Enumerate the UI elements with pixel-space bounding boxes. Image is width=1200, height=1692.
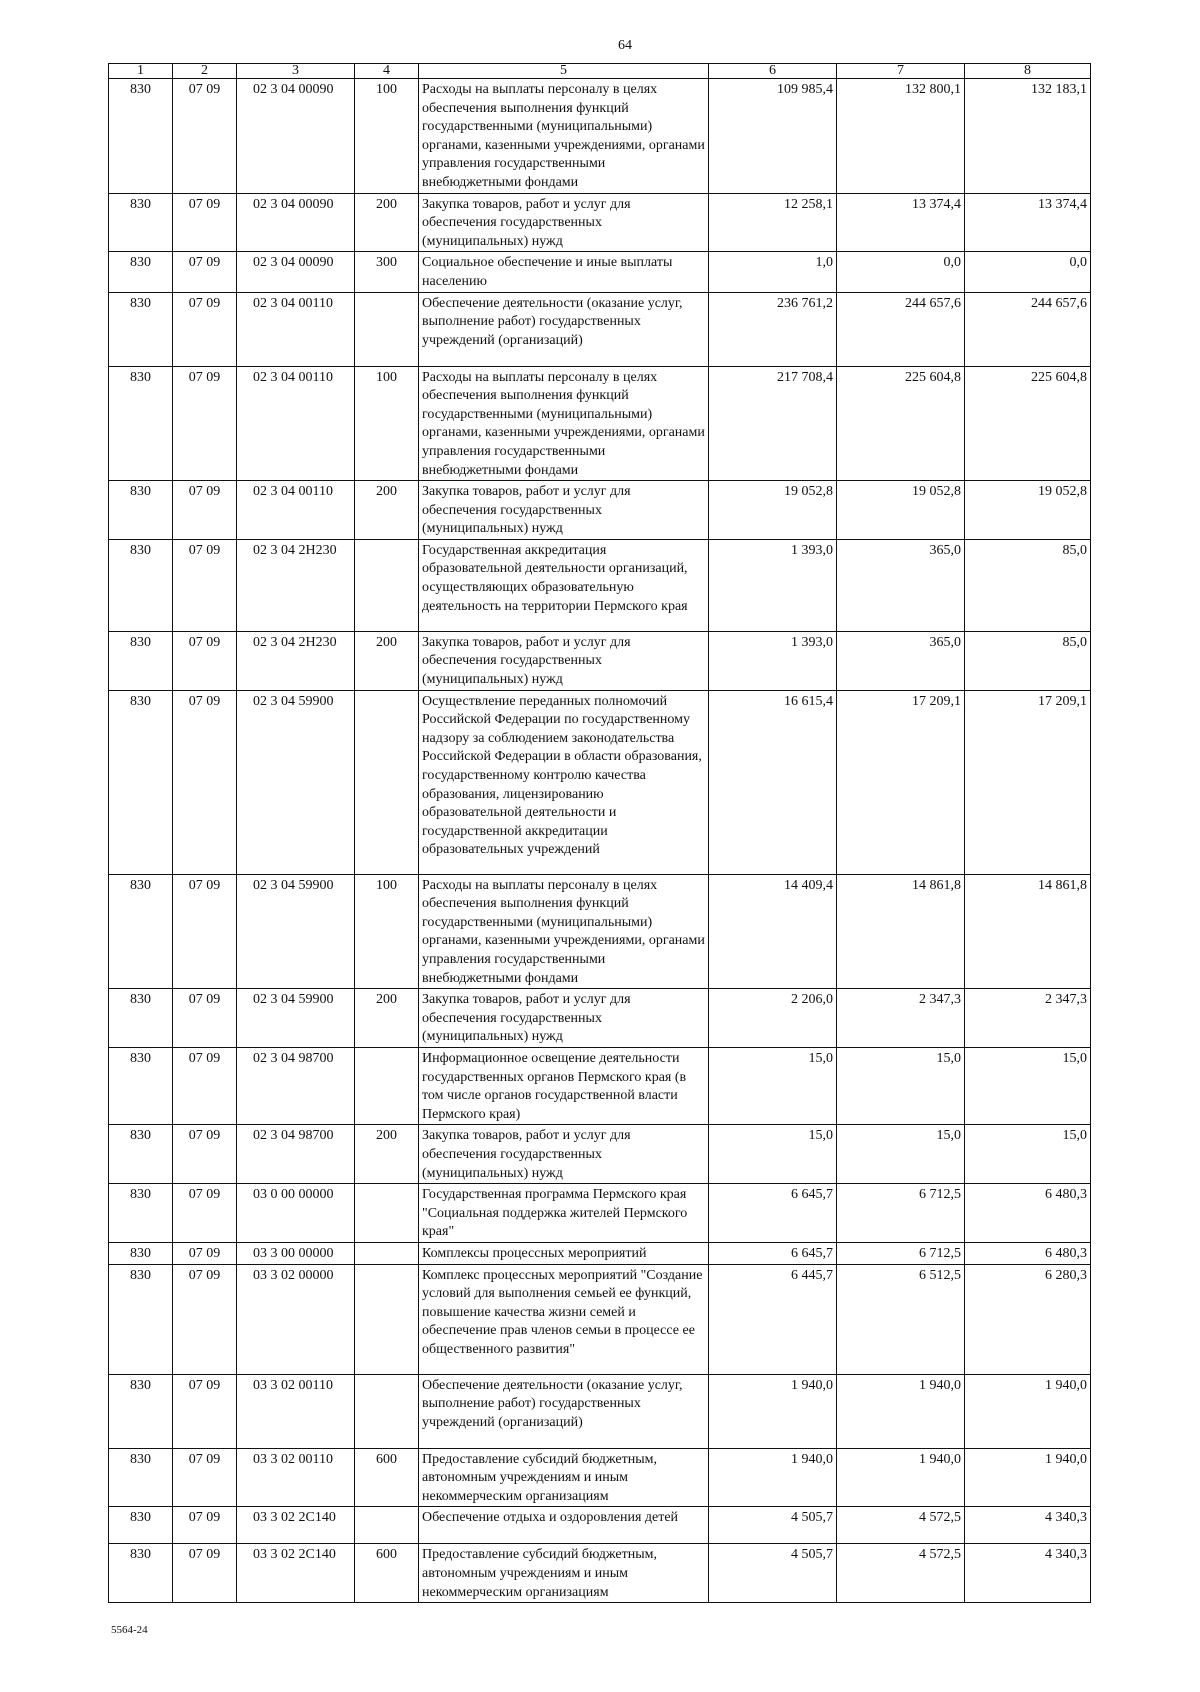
- amount-year2-cell: 4 572,5: [837, 1507, 965, 1544]
- description-cell: Социальное обеспечение и иные выплаты населению: [419, 252, 709, 292]
- amount-year2-cell: 244 657,6: [837, 292, 965, 366]
- description-cell: Государственная программа Пермского края "Социальная поддержка жителей Пермского края": [419, 1184, 709, 1243]
- expense-type-cell: [355, 539, 419, 631]
- description-cell: Обеспечение деятельности (оказание услуг, выполнение работ) государственных учреждений (организаций): [419, 292, 709, 366]
- expense-type-cell: [355, 1264, 419, 1374]
- amount-year2-cell: 132 800,1: [837, 79, 965, 194]
- section-code-cell: 07 09: [173, 539, 237, 631]
- column-header: 8: [965, 64, 1091, 79]
- amount-year1-cell: 1 393,0: [709, 539, 837, 631]
- description-cell: Расходы на выплаты персоналу в целях обеспечения выполнения функций государственными (муниципальными) органами, казенными учреждениями, органами управления государственными внебюджетными фондами: [419, 874, 709, 989]
- section-code-cell: 07 09: [173, 366, 237, 481]
- expense-type-cell: 300: [355, 252, 419, 292]
- amount-year2-cell: 365,0: [837, 631, 965, 690]
- amount-year2-cell: 6 512,5: [837, 1264, 965, 1374]
- amount-year1-cell: 6 645,7: [709, 1242, 837, 1264]
- section-code-cell: 07 09: [173, 1448, 237, 1507]
- description-cell: Обеспечение деятельности (оказание услуг, выполнение работ) государственных учреждений (организаций): [419, 1374, 709, 1448]
- target-article-cell: 02 3 04 2Н230: [237, 539, 355, 631]
- agency-code-cell: 830: [109, 366, 173, 481]
- table-row: [109, 79, 1091, 194]
- amount-year2-cell: 15,0: [837, 1048, 965, 1125]
- amount-year3-cell: 14 861,8: [965, 874, 1091, 989]
- amount-year1-cell: 1,0: [709, 252, 837, 292]
- expense-type-cell: 200: [355, 989, 419, 1048]
- column-header: 4: [355, 64, 419, 79]
- section-code-cell: 07 09: [173, 1374, 237, 1448]
- amount-year1-cell: 4 505,7: [709, 1544, 837, 1603]
- agency-code-cell: 830: [109, 1264, 173, 1374]
- agency-code-cell: 830: [109, 539, 173, 631]
- amount-year3-cell: 244 657,6: [965, 292, 1091, 366]
- agency-code-cell: 830: [109, 1507, 173, 1544]
- description-cell: Закупка товаров, работ и услуг для обеспечения государственных (муниципальных) нужд: [419, 1125, 709, 1184]
- amount-year1-cell: 6 645,7: [709, 1184, 837, 1243]
- agency-code-cell: 830: [109, 989, 173, 1048]
- table-row: [109, 1448, 1091, 1507]
- agency-code-cell: 830: [109, 252, 173, 292]
- description-cell: Комплекс процессных мероприятий "Создание условий для выполнения семьей ее функций, повышение качества жизни семей и обеспечение прав членов семьи в процессе ее общественного развития": [419, 1264, 709, 1374]
- description-cell: Закупка товаров, работ и услуг для обеспечения государственных (муниципальных) нужд: [419, 193, 709, 252]
- agency-code-cell: 830: [109, 1048, 173, 1125]
- document-code: 5564-24: [111, 1624, 148, 1636]
- table-row: [109, 989, 1091, 1048]
- amount-year2-cell: 1 940,0: [837, 1448, 965, 1507]
- description-cell: Информационное освещение деятельности государственных органов Пермского края (в том числе органов государственной власти Пермского края): [419, 1048, 709, 1125]
- page-number: 64: [618, 38, 632, 53]
- amount-year2-cell: 365,0: [837, 539, 965, 631]
- section-code-cell: 07 09: [173, 481, 237, 540]
- section-code-cell: 07 09: [173, 874, 237, 989]
- table-row: [109, 1507, 1091, 1544]
- agency-code-cell: 830: [109, 481, 173, 540]
- expense-type-cell: [355, 292, 419, 366]
- target-article-cell: 02 3 04 98700: [237, 1048, 355, 1125]
- amount-year3-cell: 19 052,8: [965, 481, 1091, 540]
- section-code-cell: 07 09: [173, 79, 237, 194]
- amount-year1-cell: 15,0: [709, 1048, 837, 1125]
- expense-type-cell: 200: [355, 193, 419, 252]
- table-row: [109, 1264, 1091, 1374]
- expense-type-cell: [355, 1048, 419, 1125]
- description-cell: Осуществление переданных полномочий Российской Федерации по государственному надзору за соблюдением законодательства Российской Федерации в области образования, государственному контролю качества образования, лицензированию образовательной деятельности и государственной аккредитации образовательных учреждений: [419, 690, 709, 874]
- amount-year1-cell: 15,0: [709, 1125, 837, 1184]
- amount-year3-cell: 15,0: [965, 1125, 1091, 1184]
- description-cell: Государственная аккредитация образовательной деятельности организаций, осуществляющих образовательную деятельность на территории Пермского края: [419, 539, 709, 631]
- target-article-cell: 03 3 02 00110: [237, 1374, 355, 1448]
- amount-year3-cell: 1 940,0: [965, 1448, 1091, 1507]
- expense-type-cell: 200: [355, 481, 419, 540]
- amount-year3-cell: 6 480,3: [965, 1184, 1091, 1243]
- agency-code-cell: 830: [109, 1448, 173, 1507]
- amount-year3-cell: 13 374,4: [965, 193, 1091, 252]
- amount-year2-cell: 15,0: [837, 1125, 965, 1184]
- target-article-cell: 03 3 02 00000: [237, 1264, 355, 1374]
- table-row: [109, 481, 1091, 540]
- expense-type-cell: 600: [355, 1448, 419, 1507]
- amount-year1-cell: 2 206,0: [709, 989, 837, 1048]
- target-article-cell: 03 3 02 2С140: [237, 1544, 355, 1603]
- amount-year1-cell: 6 445,7: [709, 1264, 837, 1374]
- amount-year3-cell: 0,0: [965, 252, 1091, 292]
- agency-code-cell: 830: [109, 1374, 173, 1448]
- amount-year1-cell: 109 985,4: [709, 79, 837, 194]
- table-row: [109, 193, 1091, 252]
- expense-type-cell: 200: [355, 1125, 419, 1184]
- description-cell: Закупка товаров, работ и услуг для обеспечения государственных (муниципальных) нужд: [419, 631, 709, 690]
- section-code-cell: 07 09: [173, 690, 237, 874]
- agency-code-cell: 830: [109, 292, 173, 366]
- section-code-cell: 07 09: [173, 193, 237, 252]
- target-article-cell: 02 3 04 59900: [237, 989, 355, 1048]
- target-article-cell: 02 3 04 00110: [237, 481, 355, 540]
- agency-code-cell: 830: [109, 193, 173, 252]
- amount-year3-cell: 225 604,8: [965, 366, 1091, 481]
- amount-year1-cell: 1 940,0: [709, 1374, 837, 1448]
- table-row: [109, 1544, 1091, 1603]
- amount-year1-cell: 1 940,0: [709, 1448, 837, 1507]
- section-code-cell: 07 09: [173, 252, 237, 292]
- amount-year1-cell: 16 615,4: [709, 690, 837, 874]
- target-article-cell: 03 3 02 2С140: [237, 1507, 355, 1544]
- amount-year2-cell: 1 940,0: [837, 1374, 965, 1448]
- amount-year1-cell: 19 052,8: [709, 481, 837, 540]
- amount-year3-cell: 15,0: [965, 1048, 1091, 1125]
- description-cell: Закупка товаров, работ и услуг для обеспечения государственных (муниципальных) нужд: [419, 989, 709, 1048]
- table-row: [109, 1374, 1091, 1448]
- agency-code-cell: 830: [109, 874, 173, 989]
- section-code-cell: 07 09: [173, 1544, 237, 1603]
- amount-year3-cell: 6 280,3: [965, 1264, 1091, 1374]
- description-cell: Расходы на выплаты персоналу в целях обеспечения выполнения функций государственными (муниципальными) органами, казенными учреждениями, органами управления государственными внебюджетными фондами: [419, 79, 709, 194]
- section-code-cell: 07 09: [173, 292, 237, 366]
- target-article-cell: 02 3 04 00110: [237, 366, 355, 481]
- amount-year2-cell: 2 347,3: [837, 989, 965, 1048]
- amount-year3-cell: 132 183,1: [965, 79, 1091, 194]
- agency-code-cell: 830: [109, 1125, 173, 1184]
- table-row: [109, 874, 1091, 989]
- agency-code-cell: 830: [109, 1242, 173, 1264]
- column-header: 6: [709, 64, 837, 79]
- description-cell: Предоставление субсидий бюджетным, автономным учреждениям и иным некоммерческим организациям: [419, 1448, 709, 1507]
- amount-year3-cell: 85,0: [965, 539, 1091, 631]
- target-article-cell: 02 3 04 98700: [237, 1125, 355, 1184]
- table-row: [109, 539, 1091, 631]
- amount-year2-cell: 225 604,8: [837, 366, 965, 481]
- amount-year1-cell: 14 409,4: [709, 874, 837, 989]
- column-header: 5: [419, 64, 709, 79]
- target-article-cell: 02 3 04 00110: [237, 292, 355, 366]
- amount-year2-cell: 6 712,5: [837, 1242, 965, 1264]
- target-article-cell: 02 3 04 59900: [237, 874, 355, 989]
- expense-type-cell: 100: [355, 874, 419, 989]
- section-code-cell: 07 09: [173, 1048, 237, 1125]
- description-cell: Предоставление субсидий бюджетным, автономным учреждениям и иным некоммерческим организациям: [419, 1544, 709, 1603]
- table-row: [109, 252, 1091, 292]
- section-code-cell: 07 09: [173, 631, 237, 690]
- column-header: 7: [837, 64, 965, 79]
- agency-code-cell: 830: [109, 1544, 173, 1603]
- agency-code-cell: 830: [109, 79, 173, 194]
- amount-year3-cell: 4 340,3: [965, 1544, 1091, 1603]
- budget-table: [108, 63, 1091, 1603]
- table-row: [109, 1184, 1091, 1243]
- amount-year3-cell: 2 347,3: [965, 989, 1091, 1048]
- target-article-cell: 02 3 04 59900: [237, 690, 355, 874]
- target-article-cell: 02 3 04 2Н230: [237, 631, 355, 690]
- section-code-cell: 07 09: [173, 1264, 237, 1374]
- expense-type-cell: 100: [355, 79, 419, 194]
- column-header: 2: [173, 64, 237, 79]
- amount-year2-cell: 0,0: [837, 252, 965, 292]
- amount-year2-cell: 13 374,4: [837, 193, 965, 252]
- table-row: [109, 1048, 1091, 1125]
- section-code-cell: 07 09: [173, 1507, 237, 1544]
- table-row: [109, 292, 1091, 366]
- expense-type-cell: 200: [355, 631, 419, 690]
- target-article-cell: 02 3 04 00090: [237, 193, 355, 252]
- amount-year2-cell: 6 712,5: [837, 1184, 965, 1243]
- section-code-cell: 07 09: [173, 989, 237, 1048]
- section-code-cell: 07 09: [173, 1125, 237, 1184]
- section-code-cell: 07 09: [173, 1242, 237, 1264]
- table-row: [109, 366, 1091, 481]
- amount-year2-cell: 19 052,8: [837, 481, 965, 540]
- amount-year1-cell: 217 708,4: [709, 366, 837, 481]
- amount-year1-cell: 12 258,1: [709, 193, 837, 252]
- section-code-cell: 07 09: [173, 1184, 237, 1243]
- amount-year3-cell: 4 340,3: [965, 1507, 1091, 1544]
- amount-year3-cell: 1 940,0: [965, 1374, 1091, 1448]
- expense-type-cell: [355, 1507, 419, 1544]
- description-cell: Закупка товаров, работ и услуг для обеспечения государственных (муниципальных) нужд: [419, 481, 709, 540]
- agency-code-cell: 830: [109, 690, 173, 874]
- amount-year2-cell: 17 209,1: [837, 690, 965, 874]
- table-header-row: [109, 64, 1091, 79]
- expense-type-cell: 100: [355, 366, 419, 481]
- column-header: 3: [237, 64, 355, 79]
- agency-code-cell: 830: [109, 1184, 173, 1243]
- amount-year1-cell: 4 505,7: [709, 1507, 837, 1544]
- expense-type-cell: [355, 1242, 419, 1264]
- table-row: [109, 690, 1091, 874]
- amount-year1-cell: 236 761,2: [709, 292, 837, 366]
- expense-type-cell: [355, 1374, 419, 1448]
- table-row: [109, 1125, 1091, 1184]
- amount-year2-cell: 14 861,8: [837, 874, 965, 989]
- amount-year3-cell: 6 480,3: [965, 1242, 1091, 1264]
- amount-year3-cell: 17 209,1: [965, 690, 1091, 874]
- expense-type-cell: 600: [355, 1544, 419, 1603]
- target-article-cell: 03 3 00 00000: [237, 1242, 355, 1264]
- amount-year1-cell: 1 393,0: [709, 631, 837, 690]
- description-cell: Обеспечение отдыха и оздоровления детей: [419, 1507, 709, 1544]
- table-row: [109, 1242, 1091, 1264]
- column-header: 1: [109, 64, 173, 79]
- table-row: [109, 631, 1091, 690]
- expense-type-cell: [355, 1184, 419, 1243]
- target-article-cell: 03 3 02 00110: [237, 1448, 355, 1507]
- expense-type-cell: [355, 690, 419, 874]
- description-cell: Комплексы процессных мероприятий: [419, 1242, 709, 1264]
- target-article-cell: 03 0 00 00000: [237, 1184, 355, 1243]
- target-article-cell: 02 3 04 00090: [237, 252, 355, 292]
- description-cell: Расходы на выплаты персоналу в целях обеспечения выполнения функций государственными (муниципальными) органами, казенными учреждениями, органами управления государственными внебюджетными фондами: [419, 366, 709, 481]
- agency-code-cell: 830: [109, 631, 173, 690]
- target-article-cell: 02 3 04 00090: [237, 79, 355, 194]
- amount-year2-cell: 4 572,5: [837, 1544, 965, 1603]
- amount-year3-cell: 85,0: [965, 631, 1091, 690]
